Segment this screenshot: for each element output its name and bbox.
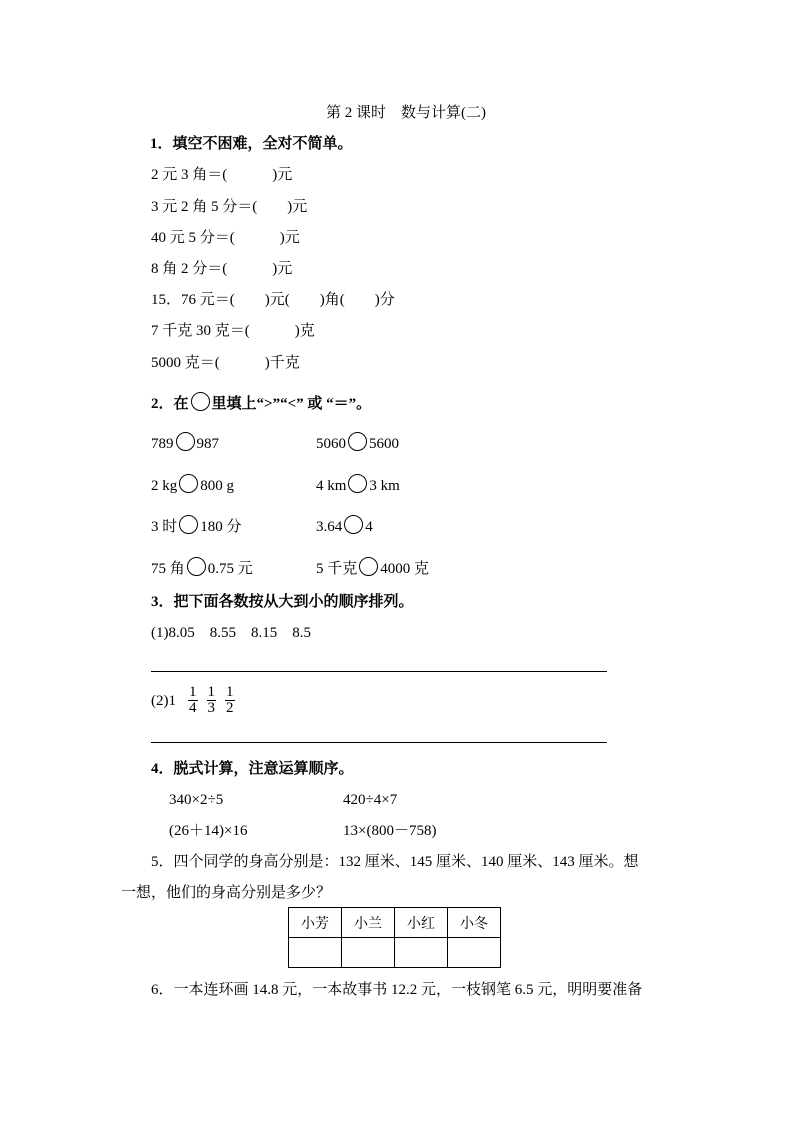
q1-heading: 1．填空不困难，全对不简单。 xyxy=(150,136,353,152)
circle-icon xyxy=(191,392,210,411)
q3-part2-prefix: (2)1 xyxy=(151,692,176,709)
compare-row xyxy=(151,432,219,456)
compare-circle-icon[interactable] xyxy=(187,557,206,576)
q1-line-3: 40 元 5 分＝( )元 xyxy=(151,230,300,246)
fraction-denominator: 4 xyxy=(189,700,197,717)
answer-line-2[interactable] xyxy=(151,742,607,743)
fraction-numerator: 1 xyxy=(226,684,234,701)
q1-line-4: 8 角 2 分＝( )元 xyxy=(151,261,293,277)
compare-left: 5 千克 xyxy=(316,561,358,577)
fraction-half xyxy=(225,685,235,716)
compare-left: 75 角 xyxy=(151,561,185,577)
compare-right: 3 km xyxy=(369,478,400,494)
q4-expr-3: (26＋14)×16 xyxy=(169,823,248,839)
q1-line-1: 2 元 3 角＝( )元 xyxy=(151,167,293,183)
table-header-cell: 小红 xyxy=(395,908,448,938)
compare-circle-icon[interactable] xyxy=(176,432,195,451)
fraction-quarter xyxy=(188,685,198,716)
q4-expr-1: 340×2÷5 xyxy=(169,792,224,808)
q4-expr-4: 13×(800－758) xyxy=(343,823,437,839)
compare-row xyxy=(316,432,399,456)
compare-circle-icon[interactable] xyxy=(344,515,363,534)
compare-circle-icon[interactable] xyxy=(348,474,367,493)
fraction-numerator: 1 xyxy=(189,684,197,701)
compare-row xyxy=(151,557,253,581)
compare-right: 0.75 元 xyxy=(207,561,253,577)
fraction-numerator: 1 xyxy=(207,684,215,701)
q3-part2 xyxy=(151,682,244,719)
table-header-cell: 小芳 xyxy=(289,908,342,938)
compare-circle-icon[interactable] xyxy=(359,557,378,576)
compare-left: 3 时 xyxy=(151,519,178,535)
q1-line-2: 3 元 2 角 5 分＝( )元 xyxy=(151,199,308,215)
compare-right: 5600 xyxy=(369,436,399,452)
answer-line-1[interactable] xyxy=(151,671,607,672)
compare-right: 987 xyxy=(196,436,219,452)
fraction-denominator: 3 xyxy=(207,700,215,717)
q5-line-2: 一想，他们的身高分别是多少？ xyxy=(121,885,332,901)
q2-heading-after: 里填上“>”“<” 或 “＝”。 xyxy=(211,396,372,412)
table-row xyxy=(289,938,501,968)
table-header-cell: 小兰 xyxy=(342,908,395,938)
fraction-denominator: 2 xyxy=(226,700,234,717)
compare-left: 2 kg xyxy=(151,478,178,494)
q5-line-1: 5．四个同学的身高分别是：132 厘米、145 厘米、140 厘米、143 厘米。想 xyxy=(151,854,639,870)
answer-cell[interactable] xyxy=(289,938,342,968)
compare-left: 4 km xyxy=(316,478,347,494)
q1-line-7: 5000 克＝( )千克 xyxy=(151,355,300,371)
fraction-third xyxy=(207,685,217,716)
q6-line-1: 6．一本连环画 14.8 元，一本故事书 12.2 元，一枝钢笔 6.5 元，明明要准备 xyxy=(151,982,643,998)
q3-part1: (1)8.05 8.55 8.15 8.5 xyxy=(151,625,311,641)
answer-cell[interactable] xyxy=(395,938,448,968)
compare-row xyxy=(151,474,234,498)
compare-right: 800 g xyxy=(200,478,234,494)
compare-left: 5060 xyxy=(316,436,346,452)
q2-heading-before: 2．在 xyxy=(151,396,189,412)
answer-cell[interactable] xyxy=(448,938,501,968)
table-row xyxy=(289,908,501,938)
compare-row xyxy=(316,474,400,498)
table-header-cell: 小冬 xyxy=(448,908,501,938)
compare-right: 180 分 xyxy=(200,519,242,535)
compare-right: 4 xyxy=(365,519,373,535)
q2-heading xyxy=(151,392,371,416)
compare-left: 789 xyxy=(151,436,174,452)
compare-circle-icon[interactable] xyxy=(179,474,198,493)
compare-circle-icon[interactable] xyxy=(179,515,198,534)
compare-row xyxy=(151,515,242,539)
compare-right: 4000 克 xyxy=(380,561,430,577)
compare-left: 3.64 xyxy=(316,519,343,535)
q4-expr-2: 420÷4×7 xyxy=(343,792,398,808)
compare-row xyxy=(316,515,373,539)
answer-cell[interactable] xyxy=(342,938,395,968)
compare-row xyxy=(316,557,429,581)
q1-line-5: 15．76 元＝( )元( )角( )分 xyxy=(151,292,395,308)
heights-table xyxy=(288,907,501,968)
q1-line-6: 7 千克 30 克＝( )克 xyxy=(151,323,315,339)
q4-heading: 4．脱式计算，注意运算顺序。 xyxy=(151,761,354,777)
q3-heading: 3．把下面各数按从大到小的顺序排列。 xyxy=(151,594,414,610)
compare-circle-icon[interactable] xyxy=(348,432,367,451)
page-title: 第 2 课时 数与计算(二) xyxy=(326,105,486,121)
